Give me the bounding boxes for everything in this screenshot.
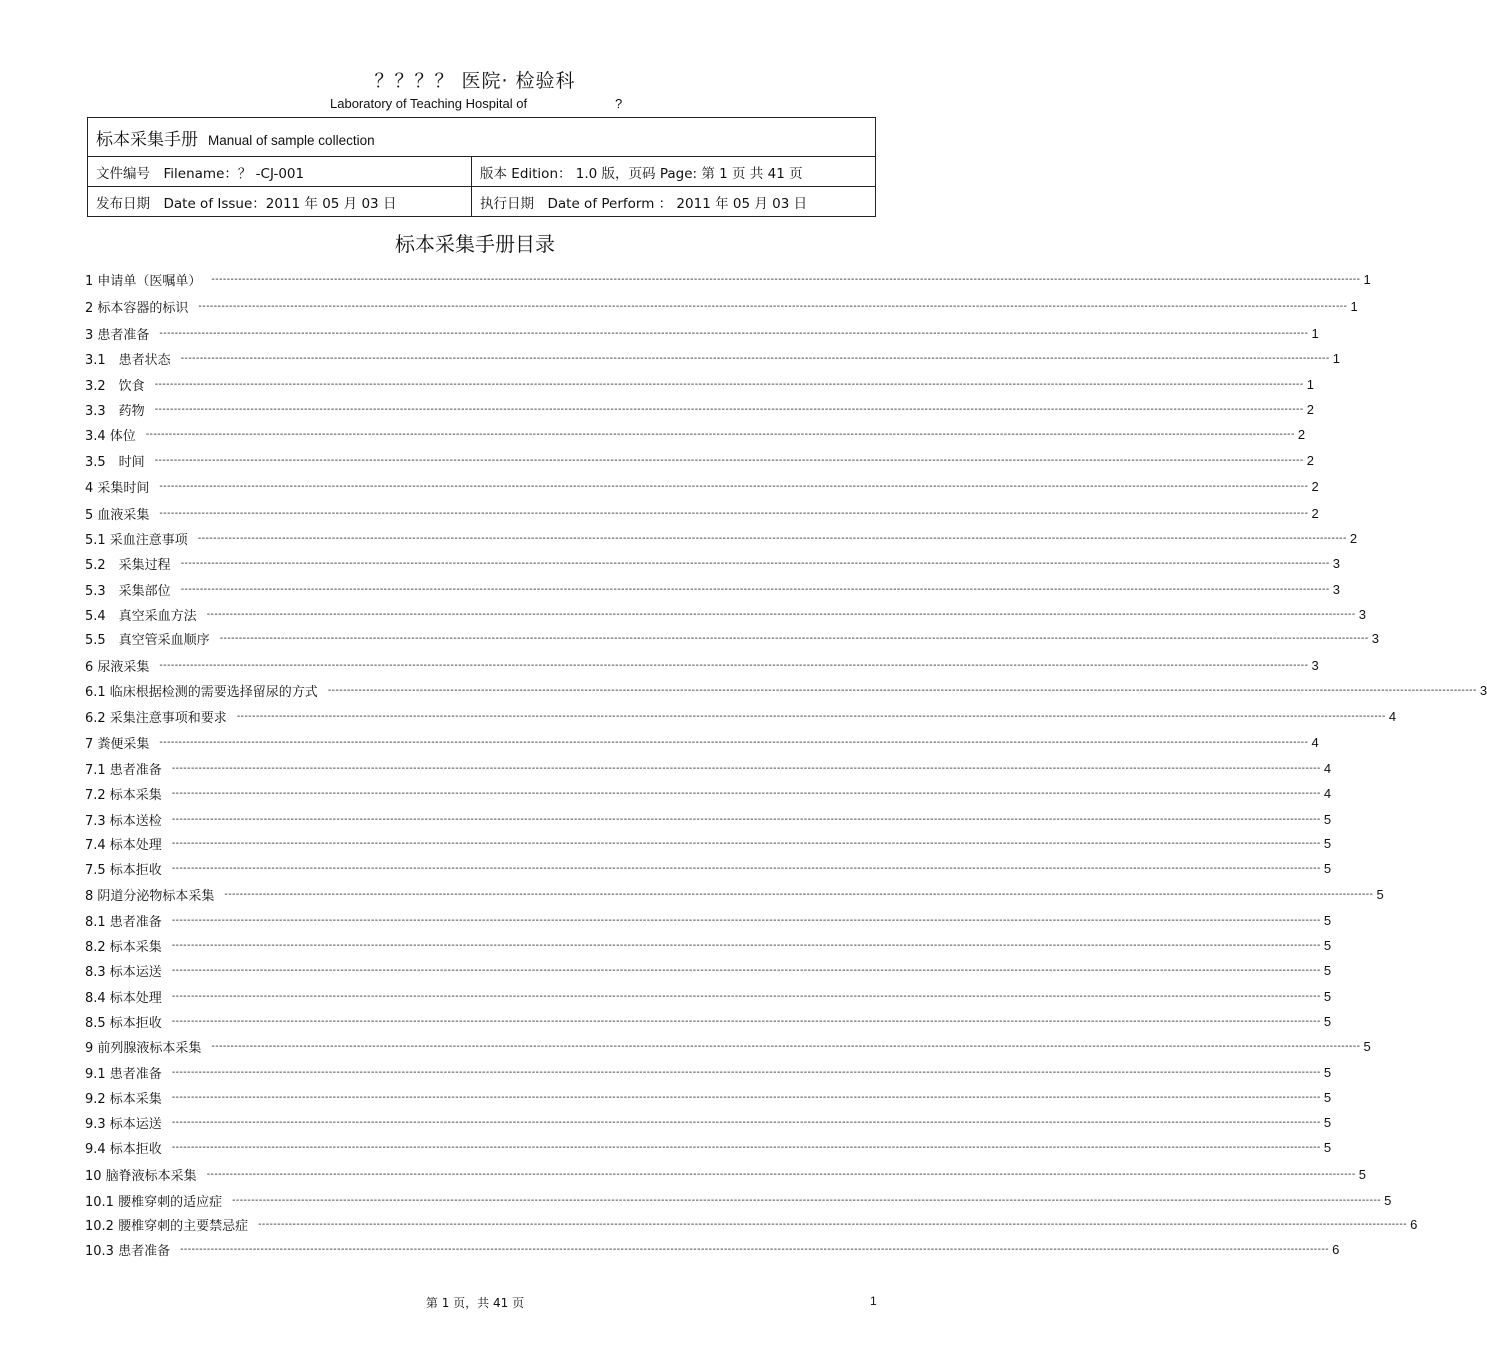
toc-entry[interactable] bbox=[85, 424, 1306, 444]
toc-entry-label: 3 患者准备 bbox=[85, 327, 150, 343]
toc-entry-label: 6.2 采集注意事项和要求 bbox=[85, 710, 227, 726]
toc-entry-label: 3.4 体位 bbox=[85, 428, 136, 444]
toc-leader-dashes: ------------------------------------------------------------------------------------------------------------------------------------------------------------------------------------------------------------------------------------------------------------------------------------------------------------ bbox=[327, 684, 1477, 696]
toc-entry-page: 1 bbox=[1311, 325, 1319, 341]
toc-entry-label: 5.4 真空采血方法 bbox=[85, 608, 197, 624]
toc-entry-page: 5 bbox=[1323, 1114, 1332, 1130]
document-title-en: Manual of sample collection bbox=[208, 132, 375, 148]
toc-entry-label: 7.4 标本处理 bbox=[85, 837, 162, 853]
toc-entry[interactable] bbox=[85, 604, 1366, 624]
toc-entry-page: 2 bbox=[1306, 452, 1314, 468]
toc-entry-label: 1 申请单（医嘱单） bbox=[85, 273, 202, 289]
toc-entry-label: 8 阴道分泌物标本采集 bbox=[85, 888, 215, 904]
footer-page-number: 1 bbox=[870, 1294, 877, 1308]
toc-entry-page: 1 bbox=[1332, 350, 1340, 366]
toc-entry-label: 3.1 患者状态 bbox=[85, 352, 171, 368]
toc-entry-label: 8.1 患者准备 bbox=[85, 914, 162, 930]
toc-entry-page: 1 bbox=[1363, 271, 1371, 287]
toc-entry-page: 4 bbox=[1323, 785, 1332, 801]
toc-title: 标本采集手册目录 bbox=[395, 232, 555, 256]
toc-entry[interactable] bbox=[85, 1214, 1418, 1234]
toc-entry-label: 2 标本容器的标识 bbox=[85, 300, 189, 316]
toc-leader-dashes: ------------------------------------------------------------------------------------------------------------------------------------------------------------------------------------------------------------------------------------------------------------------------------------------------------------ bbox=[171, 1141, 1321, 1153]
toc-leader-dashes: ------------------------------------------------------------------------------------------------------------------------------------------------------------------------------------------------------------------------------------------------------------------------------------------------------------ bbox=[154, 378, 1304, 390]
toc-entry-page: 5 bbox=[1323, 860, 1332, 876]
toc-leader-dashes: ------------------------------------------------------------------------------------------------------------------------------------------------------------------------------------------------------------------------------------------------------------------------------------------------------------ bbox=[171, 813, 1321, 825]
toc-leader-dashes: ------------------------------------------------------------------------------------------------------------------------------------------------------------------------------------------------------------------------------------------------------------------------------------------------------------ bbox=[145, 428, 1295, 440]
document-title-cn: 标本采集手册 bbox=[96, 129, 198, 150]
toc-entry[interactable] bbox=[85, 758, 1332, 778]
toc-entry[interactable] bbox=[85, 1190, 1392, 1210]
toc-entry-label: 9.1 患者准备 bbox=[85, 1066, 162, 1082]
toc-entry[interactable] bbox=[85, 1137, 1332, 1157]
toc-entry-page: 3 bbox=[1371, 630, 1379, 646]
toc-leader-dashes: ------------------------------------------------------------------------------------------------------------------------------------------------------------------------------------------------------------------------------------------------------------------------------------------------------------ bbox=[224, 888, 1374, 900]
footer-page-info: 第 1 页，共 41 页 bbox=[425, 1296, 525, 1310]
toc-entry[interactable] bbox=[85, 476, 1319, 496]
toc-entry[interactable] bbox=[85, 833, 1332, 853]
toc-entry-label: 4 采集时间 bbox=[85, 480, 150, 496]
toc-entry-page: 5 bbox=[1323, 835, 1332, 851]
toc-entry[interactable] bbox=[85, 450, 1314, 470]
perform-date-cell: 执行日期 Date of Perform ： 2011 年 05 月 03 日 bbox=[472, 187, 876, 217]
toc-entry-page: 2 bbox=[1311, 478, 1319, 494]
document-title-cell bbox=[88, 118, 876, 157]
toc-entry-page: 4 bbox=[1388, 708, 1397, 724]
toc-entry-label: 10.1 腰椎穿刺的适应症 bbox=[85, 1194, 223, 1210]
toc-entry[interactable] bbox=[85, 1164, 1366, 1184]
toc-entry[interactable] bbox=[85, 374, 1314, 394]
toc-entry-page: 5 bbox=[1323, 1139, 1332, 1155]
toc-entry[interactable] bbox=[85, 655, 1319, 675]
toc-entry-page: 4 bbox=[1323, 760, 1332, 776]
toc-leader-dashes: ------------------------------------------------------------------------------------------------------------------------------------------------------------------------------------------------------------------------------------------------------------------------------------------------------------ bbox=[159, 736, 1309, 748]
toc-entry-page: 5 bbox=[1358, 1166, 1366, 1182]
toc-leader-dashes: ------------------------------------------------------------------------------------------------------------------------------------------------------------------------------------------------------------------------------------------------------------------------------------------------------------ bbox=[180, 1243, 1330, 1255]
toc-entry-page: 5 bbox=[1323, 1013, 1332, 1029]
toc-entry-label: 9.4 标本拒收 bbox=[85, 1141, 162, 1157]
toc-entry[interactable] bbox=[85, 503, 1319, 523]
toc-entry-label: 3.5 时间 bbox=[85, 454, 145, 470]
toc-entry-label: 3.2 饮食 bbox=[85, 378, 145, 394]
document-info-table bbox=[87, 117, 876, 217]
toc-leader-dashes: ------------------------------------------------------------------------------------------------------------------------------------------------------------------------------------------------------------------------------------------------------------------------------------------------------------ bbox=[219, 632, 1369, 644]
toc-entry-label: 8.4 标本处理 bbox=[85, 990, 162, 1006]
toc-entry-label: 5 血液采集 bbox=[85, 507, 150, 523]
toc-entry[interactable] bbox=[85, 628, 1379, 648]
toc-entry[interactable] bbox=[85, 528, 1358, 548]
toc-entry[interactable] bbox=[85, 884, 1384, 904]
toc-entry-page: 3 bbox=[1332, 581, 1340, 597]
toc-entry-page: 5 bbox=[1323, 912, 1332, 928]
toc-leader-dashes: ------------------------------------------------------------------------------------------------------------------------------------------------------------------------------------------------------------------------------------------------------------------------------------------------------------ bbox=[180, 352, 1330, 364]
filename-cell: 文件编号 Filename：？ -CJ-001 bbox=[88, 157, 472, 187]
toc-entry-label: 3.3 药物 bbox=[85, 403, 145, 419]
toc-leader-dashes: ------------------------------------------------------------------------------------------------------------------------------------------------------------------------------------------------------------------------------------------------------------------------------------------------------------ bbox=[154, 403, 1304, 415]
toc-entry-label: 7 粪便采集 bbox=[85, 736, 150, 752]
toc-entry-page: 5 bbox=[1323, 962, 1332, 978]
toc-entry-page: 1 bbox=[1306, 376, 1314, 392]
toc-leader-dashes: ------------------------------------------------------------------------------------------------------------------------------------------------------------------------------------------------------------------------------------------------------------------------------------------------------------ bbox=[211, 1040, 1361, 1052]
subtitle-question-mark: ? bbox=[615, 96, 623, 111]
toc-leader-dashes: ------------------------------------------------------------------------------------------------------------------------------------------------------------------------------------------------------------------------------------------------------------------------------------------------------------ bbox=[206, 608, 1356, 620]
toc-entry[interactable] bbox=[85, 579, 1340, 599]
toc-leader-dashes: ------------------------------------------------------------------------------------------------------------------------------------------------------------------------------------------------------------------------------------------------------------------------------------------------------------ bbox=[232, 1194, 1382, 1206]
toc-entry[interactable] bbox=[85, 296, 1358, 316]
edition-cell: 版本 Edition： 1.0 版，页码 Page: 第 1 页 共 41 页 bbox=[472, 157, 876, 187]
toc-entry-label: 5.3 采集部位 bbox=[85, 583, 171, 599]
toc-entry[interactable] bbox=[85, 706, 1397, 726]
toc-entry-label: 6 尿液采集 bbox=[85, 659, 150, 675]
toc-leader-dashes: ------------------------------------------------------------------------------------------------------------------------------------------------------------------------------------------------------------------------------------------------------------------------------------------------------------ bbox=[171, 787, 1321, 799]
toc-entry-page: 3 bbox=[1332, 555, 1340, 571]
toc-entry[interactable] bbox=[85, 783, 1332, 803]
toc-entry-label: 8.5 标本拒收 bbox=[85, 1015, 162, 1031]
toc-entry[interactable] bbox=[85, 399, 1314, 419]
toc-entry-page: 5 bbox=[1384, 1192, 1392, 1208]
toc-entry[interactable] bbox=[85, 348, 1340, 368]
toc-entry-label: 10 脑脊液标本采集 bbox=[85, 1168, 197, 1184]
toc-leader-dashes: ------------------------------------------------------------------------------------------------------------------------------------------------------------------------------------------------------------------------------------------------------------------------------------------------------------ bbox=[171, 1091, 1321, 1103]
toc-entry-page: 6 bbox=[1410, 1216, 1418, 1232]
hospital-subtitle bbox=[330, 96, 623, 111]
toc-entry-page: 5 bbox=[1363, 1038, 1371, 1054]
toc-entry-label: 9.2 标本采集 bbox=[85, 1091, 162, 1107]
toc-leader-dashes: ------------------------------------------------------------------------------------------------------------------------------------------------------------------------------------------------------------------------------------------------------------------------------------------------------------ bbox=[159, 480, 1309, 492]
toc-entry[interactable] bbox=[85, 1112, 1332, 1132]
toc-entry-page: 3 bbox=[1479, 682, 1487, 698]
toc-entry[interactable] bbox=[85, 910, 1332, 930]
toc-entry[interactable] bbox=[85, 680, 1487, 700]
toc-leader-dashes: ------------------------------------------------------------------------------------------------------------------------------------------------------------------------------------------------------------------------------------------------------------------------------------------------------------ bbox=[171, 1066, 1321, 1078]
toc-entry-label: 10.3 患者准备 bbox=[85, 1243, 171, 1259]
toc-entry[interactable] bbox=[85, 269, 1371, 289]
toc-entry-label: 7.3 标本送检 bbox=[85, 813, 162, 829]
toc-entry-page: 5 bbox=[1376, 886, 1384, 902]
toc-entry-page: 2 bbox=[1311, 505, 1319, 521]
toc-entry-label: 8.2 标本采集 bbox=[85, 939, 162, 955]
toc-entry-label: 7.2 标本采集 bbox=[85, 787, 162, 803]
toc-leader-dashes: ------------------------------------------------------------------------------------------------------------------------------------------------------------------------------------------------------------------------------------------------------------------------------------------------------------ bbox=[171, 990, 1321, 1002]
toc-leader-dashes: ------------------------------------------------------------------------------------------------------------------------------------------------------------------------------------------------------------------------------------------------------------------------------------------------------------ bbox=[159, 659, 1309, 671]
toc-entry-page: 2 bbox=[1349, 530, 1358, 546]
toc-leader-dashes: ------------------------------------------------------------------------------------------------------------------------------------------------------------------------------------------------------------------------------------------------------------------------------------------------------------ bbox=[211, 273, 1361, 285]
toc-entry[interactable] bbox=[85, 960, 1332, 980]
toc-entry[interactable] bbox=[85, 1011, 1332, 1031]
toc-entry-label: 5.2 采集过程 bbox=[85, 557, 171, 573]
toc-entry[interactable] bbox=[85, 809, 1332, 829]
toc-entry-page: 2 bbox=[1306, 401, 1314, 417]
toc-leader-dashes: ------------------------------------------------------------------------------------------------------------------------------------------------------------------------------------------------------------------------------------------------------------------------------------------------------------ bbox=[171, 914, 1321, 926]
toc-entry-page: 2 bbox=[1297, 426, 1306, 442]
toc-entry-page: 5 bbox=[1323, 1064, 1332, 1080]
toc-leader-dashes: ------------------------------------------------------------------------------------------------------------------------------------------------------------------------------------------------------------------------------------------------------------------------------------------------------------ bbox=[180, 557, 1330, 569]
toc-leader-dashes: ------------------------------------------------------------------------------------------------------------------------------------------------------------------------------------------------------------------------------------------------------------------------------------------------------------ bbox=[171, 939, 1321, 951]
toc-entry-page: 4 bbox=[1311, 734, 1319, 750]
toc-entry[interactable] bbox=[85, 1087, 1332, 1107]
toc-entry-label: 6.1 临床根据检测的需要选择留尿的方式 bbox=[85, 684, 318, 700]
issue-date-cell: 发布日期 Date of Issue：2011 年 05 月 03 日 bbox=[88, 187, 472, 217]
toc-entry-label: 5.5 真空管采血顺序 bbox=[85, 632, 210, 648]
toc-leader-dashes: ------------------------------------------------------------------------------------------------------------------------------------------------------------------------------------------------------------------------------------------------------------------------------------------------------------ bbox=[171, 1015, 1321, 1027]
toc-leader-dashes: ------------------------------------------------------------------------------------------------------------------------------------------------------------------------------------------------------------------------------------------------------------------------------------------------------------ bbox=[206, 1168, 1356, 1180]
toc-entry-page: 5 bbox=[1323, 937, 1332, 953]
hospital-title: ？？？？ 医院· 检验科 bbox=[374, 70, 576, 92]
toc-entry-page: 1 bbox=[1350, 298, 1358, 314]
toc-leader-dashes: ------------------------------------------------------------------------------------------------------------------------------------------------------------------------------------------------------------------------------------------------------------------------------------------------------------ bbox=[154, 454, 1304, 466]
toc-entry-label: 7.5 标本拒收 bbox=[85, 862, 162, 878]
toc-leader-dashes: ------------------------------------------------------------------------------------------------------------------------------------------------------------------------------------------------------------------------------------------------------------------------------------------------------------ bbox=[171, 837, 1321, 849]
toc-leader-dashes: ------------------------------------------------------------------------------------------------------------------------------------------------------------------------------------------------------------------------------------------------------------------------------------------------------------ bbox=[236, 710, 1386, 722]
toc-entry[interactable] bbox=[85, 858, 1332, 878]
toc-leader-dashes: ------------------------------------------------------------------------------------------------------------------------------------------------------------------------------------------------------------------------------------------------------------------------------------------------------------ bbox=[197, 532, 1347, 544]
toc-leader-dashes: ------------------------------------------------------------------------------------------------------------------------------------------------------------------------------------------------------------------------------------------------------------------------------------------------------------ bbox=[258, 1218, 1408, 1230]
toc-entry[interactable] bbox=[85, 1062, 1332, 1082]
toc-entry[interactable] bbox=[85, 553, 1340, 573]
toc-entry[interactable] bbox=[85, 1239, 1340, 1259]
toc-entry[interactable] bbox=[85, 986, 1332, 1006]
toc-leader-dashes: ------------------------------------------------------------------------------------------------------------------------------------------------------------------------------------------------------------------------------------------------------------------------------------------------------------ bbox=[198, 300, 1348, 312]
toc-entry-label: 9.3 标本运送 bbox=[85, 1116, 162, 1132]
toc-entry[interactable] bbox=[85, 323, 1319, 343]
toc-leader-dashes: ------------------------------------------------------------------------------------------------------------------------------------------------------------------------------------------------------------------------------------------------------------------------------------------------------------ bbox=[171, 964, 1321, 976]
toc-entry-page: 5 bbox=[1323, 1089, 1332, 1105]
toc-entry-page: 6 bbox=[1332, 1241, 1340, 1257]
toc-entry-label: 7.1 患者准备 bbox=[85, 762, 162, 778]
toc-leader-dashes: ------------------------------------------------------------------------------------------------------------------------------------------------------------------------------------------------------------------------------------------------------------------------------------------------------------ bbox=[180, 583, 1330, 595]
toc-leader-dashes: ------------------------------------------------------------------------------------------------------------------------------------------------------------------------------------------------------------------------------------------------------------------------------------------------------------ bbox=[171, 1116, 1321, 1128]
toc-leader-dashes: ------------------------------------------------------------------------------------------------------------------------------------------------------------------------------------------------------------------------------------------------------------------------------------------------------------ bbox=[159, 507, 1309, 519]
toc-entry-label: 8.3 标本运送 bbox=[85, 964, 162, 980]
toc-entry-label: 5.1 采血注意事项 bbox=[85, 532, 188, 548]
toc-entry-page: 5 bbox=[1323, 811, 1332, 827]
toc-entry-label: 10.2 腰椎穿刺的主要禁忌症 bbox=[85, 1218, 249, 1234]
subtitle-text: Laboratory of Teaching Hospital of bbox=[330, 96, 528, 111]
toc-entry-page: 3 bbox=[1358, 606, 1366, 622]
toc-entry-label: 9 前列腺液标本采集 bbox=[85, 1040, 202, 1056]
toc-leader-dashes: ------------------------------------------------------------------------------------------------------------------------------------------------------------------------------------------------------------------------------------------------------------------------------------------------------------ bbox=[159, 327, 1309, 339]
toc-entry[interactable] bbox=[85, 1036, 1371, 1056]
toc-entry[interactable] bbox=[85, 935, 1332, 955]
toc-entry[interactable] bbox=[85, 732, 1319, 752]
toc-leader-dashes: ------------------------------------------------------------------------------------------------------------------------------------------------------------------------------------------------------------------------------------------------------------------------------------------------------------ bbox=[171, 862, 1321, 874]
toc-entry-page: 5 bbox=[1323, 988, 1332, 1004]
toc-leader-dashes: ------------------------------------------------------------------------------------------------------------------------------------------------------------------------------------------------------------------------------------------------------------------------------------------------------------ bbox=[171, 762, 1321, 774]
toc-entry-page: 3 bbox=[1311, 657, 1319, 673]
